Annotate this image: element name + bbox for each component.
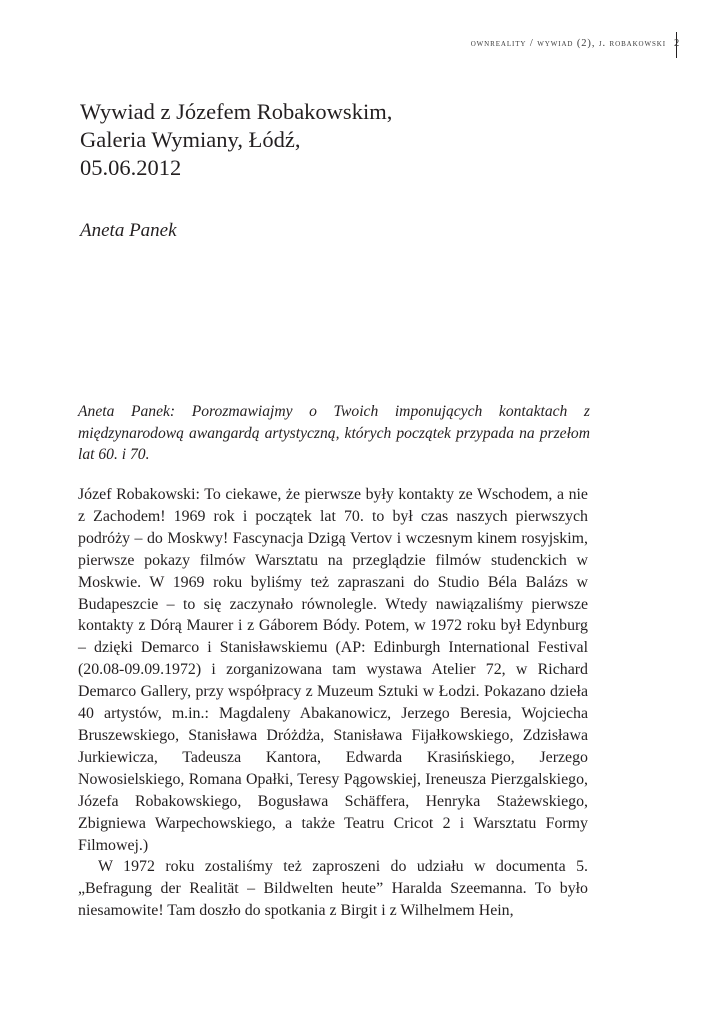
answer-paragraph: Józef Robakowski: To ciekawe, że pierwsze były kontakty ze Wschodem, a nie z Zachodem! 1969 rok i początek lat 70. to był czas naszych pierwszych podróży – do Moskwy! Fascynacja Dzigą Vertov i wczesnym kinem rosyjskim, pierwsze pokazy filmów Warsztatu na przeglądzie filmów studenckich w Moskwie. W 1969 roku byliśmy też zapraszani do Studio Béla Balázs w Budapeszcie – to się zaczynało równolegle. Wtedy nawiązaliśmy pierwsze kontakty z Dórą Maurer i z Gáborem Bódy. Potem, w 1972 roku był Edynburg – dzięki Demarco i Stanisławskiemu (AP: Edinburgh International Festival (20.08-09.09.1972) i zorganizowana tam wystawa Atelier 72, w Richard Demarco Gallery, przy współpracy z Muzeum Sztuki w Łodzi. Pokazano dzieła 40 artystów, m.in.: Magdaleny Abakanowicz, Jerzego Beresia, Wojciecha Bruszewskiego, Stanisława Dróżdża, Stanisława Fijałkowskiego, Zdzisława Jurkiewicza, Tadeusza Kantora, Edwarda Krasińskiego, Jerzego Nowosielskiego, Romana Opałki, Teresy Pągowskiej, Ireneusza Pierzgalskiego, Józefa Robakowskiego, Bogusława Schäffera, Henryka Stażewskiego, Zbigniewa Warpechowskiego, a także Teatru Cricot 2 i Warsztatu Formy Filmowej.): [78, 486, 588, 854]
title-line: Wywiad z Józefem Robakowskim,: [80, 99, 393, 124]
interview-question: Aneta Panek: Porozmawiajmy o Twoich imponujących kontaktach z międzynarodową awangardą artystyczną, których początek przypada na przełom lat 60. i 70.: [78, 403, 590, 463]
answer-paragraph: W 1972 roku zostaliśmy też zaproszeni do udziału w documenta 5. „Befragung der Realität – Bildwelten heute” Haralda Szeemanna. To było niesamowite! Tam doszło do spotkania z Birgit i z Wilhelmem Hein,: [78, 858, 588, 920]
title-line: Galeria Wymiany, Łódź,: [80, 127, 301, 152]
title-line: 05.06.2012: [80, 155, 182, 180]
page-number: 2: [674, 38, 680, 49]
interview-answer: [78, 484, 588, 922]
article-title: [80, 98, 600, 182]
running-head-text: ownreality / wywiad (2), j. robakowski: [470, 38, 666, 49]
running-head: [470, 38, 680, 49]
author-name: Aneta Panek: [80, 220, 177, 241]
